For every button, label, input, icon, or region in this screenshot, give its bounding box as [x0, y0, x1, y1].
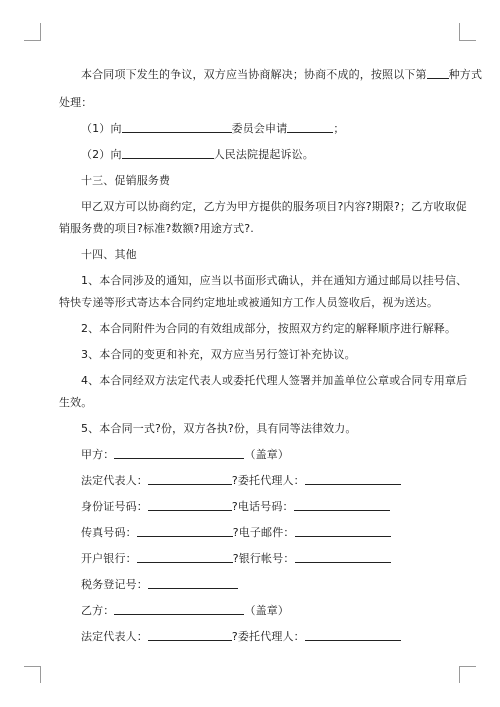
- party-a-phone-label: ?电话号码：: [231, 500, 294, 513]
- party-a-agent-field[interactable]: [305, 474, 401, 485]
- party-b-seal-label: （盖章）: [244, 604, 290, 617]
- party-a-fax-field[interactable]: [137, 526, 233, 537]
- crop-mark-top-right-h: [459, 40, 476, 41]
- party-b-agent-field[interactable]: [305, 630, 401, 641]
- section-13-text-1: 甲乙双方可以协商约定，乙方为甲方提供的服务项目?内容?期限?；乙方收取促: [81, 200, 467, 213]
- party-b-legal-rep-field[interactable]: [148, 630, 232, 641]
- party-a-id-line: [81, 500, 390, 514]
- party-a-tax-label: 税务登记号：: [81, 578, 148, 591]
- section-13-text-2: 销服务费的项目?标准?数额?用途方式?.: [59, 222, 254, 235]
- party-a-tax-line: [81, 578, 238, 592]
- party-a-account-field[interactable]: [295, 552, 391, 563]
- clause-14-3: 3、本合同的变更和补充，双方应当另行签订补充协议。: [81, 348, 356, 361]
- party-a-email-field[interactable]: [295, 526, 391, 537]
- party-b-line: [81, 604, 289, 618]
- option-1-label: 委员会申请: [231, 122, 288, 135]
- dispute-text-end: 种方式: [448, 68, 483, 81]
- party-b-name-field[interactable]: [114, 604, 244, 615]
- clause-14-5: 5、本合同一式?份，双方各执?份，具有同等法律效力。: [81, 422, 357, 435]
- party-a-tax-field[interactable]: [148, 578, 238, 589]
- clause-14-2: 2、本合同附件为合同的有效组成部分，按照双方约定的解释顺序进行解释。: [81, 322, 457, 335]
- option-1-line: [81, 122, 345, 136]
- crop-mark-top-left: [40, 23, 41, 40]
- party-b-label: 乙方：: [81, 604, 115, 617]
- party-a-account-label: ?银行帐号：: [232, 552, 295, 565]
- party-a-id-label: 身份证号码：: [81, 500, 148, 513]
- party-a-bank-label: 开户银行：: [81, 552, 137, 565]
- blank-court-name[interactable]: [122, 148, 214, 159]
- blank-arbitration-commission[interactable]: [122, 122, 232, 133]
- blank-arbitration-extra[interactable]: [287, 122, 333, 133]
- crop-mark-top-left-h: [24, 40, 41, 41]
- party-a-label: 甲方：: [81, 448, 115, 461]
- blank-option-number[interactable]: [427, 68, 449, 79]
- party-a-line: [81, 448, 289, 462]
- crop-mark-bottom-right: [459, 666, 460, 683]
- party-a-bank-field[interactable]: [137, 552, 233, 563]
- section-13-heading: 十三、促销服务费: [81, 174, 171, 187]
- crop-mark-top-right: [459, 23, 460, 40]
- party-a-bank-line: [81, 552, 391, 566]
- option-2-prefix: （2）向: [81, 148, 122, 161]
- party-a-rep-line: [81, 474, 401, 488]
- party-b-rep-line: [81, 630, 401, 644]
- party-a-fax-label: 传真号码：: [81, 526, 137, 539]
- clause-14-4-line-2: 生效。: [59, 396, 93, 409]
- clause-14-4-line-1: 4、本合同经双方法定代表人或委托代理人签署并加盖单位公章或合同专用章后: [81, 374, 468, 387]
- party-a-name-field[interactable]: [114, 448, 244, 459]
- crop-mark-bottom-left-h: [24, 666, 41, 667]
- dispute-clause-line-1: [81, 68, 482, 82]
- clause-14-1-line-1: 1、本合同涉及的通知，应当以书面形式确认，并在通知方通过邮局以挂号信、: [81, 274, 468, 287]
- party-b-agent-label: ?委托代理人：: [231, 630, 305, 643]
- party-a-agent-label: ?委托代理人：: [231, 474, 305, 487]
- party-a-phone-field[interactable]: [294, 500, 390, 511]
- crop-mark-bottom-left: [40, 666, 41, 683]
- crop-mark-bottom-right-h: [459, 666, 476, 667]
- dispute-text: 本合同项下发生的争议，双方应当协商解决；协商不成的，按照以下第: [81, 68, 427, 81]
- dispute-clause-line-2: 处理：: [59, 96, 93, 109]
- option-1-end: ；: [333, 122, 345, 135]
- party-a-id-field[interactable]: [148, 500, 232, 511]
- section-14-heading: 十四、其他: [81, 248, 137, 261]
- party-a-fax-line: [81, 526, 391, 540]
- party-a-seal-label: （盖章）: [244, 448, 290, 461]
- clause-14-1-line-2: 特快专递等形式寄达本合同约定地址或被通知方工作人员签收后，视为送达。: [59, 296, 439, 309]
- party-a-legal-rep-label: 法定代表人：: [81, 474, 148, 487]
- option-2-line: [81, 148, 314, 162]
- option-2-label: 人民法院提起诉讼。: [213, 148, 314, 161]
- option-1-prefix: （1）向: [81, 122, 122, 135]
- party-b-legal-rep-label: 法定代表人：: [81, 630, 148, 643]
- party-a-legal-rep-field[interactable]: [148, 474, 232, 485]
- party-a-email-label: ?电子邮件：: [232, 526, 295, 539]
